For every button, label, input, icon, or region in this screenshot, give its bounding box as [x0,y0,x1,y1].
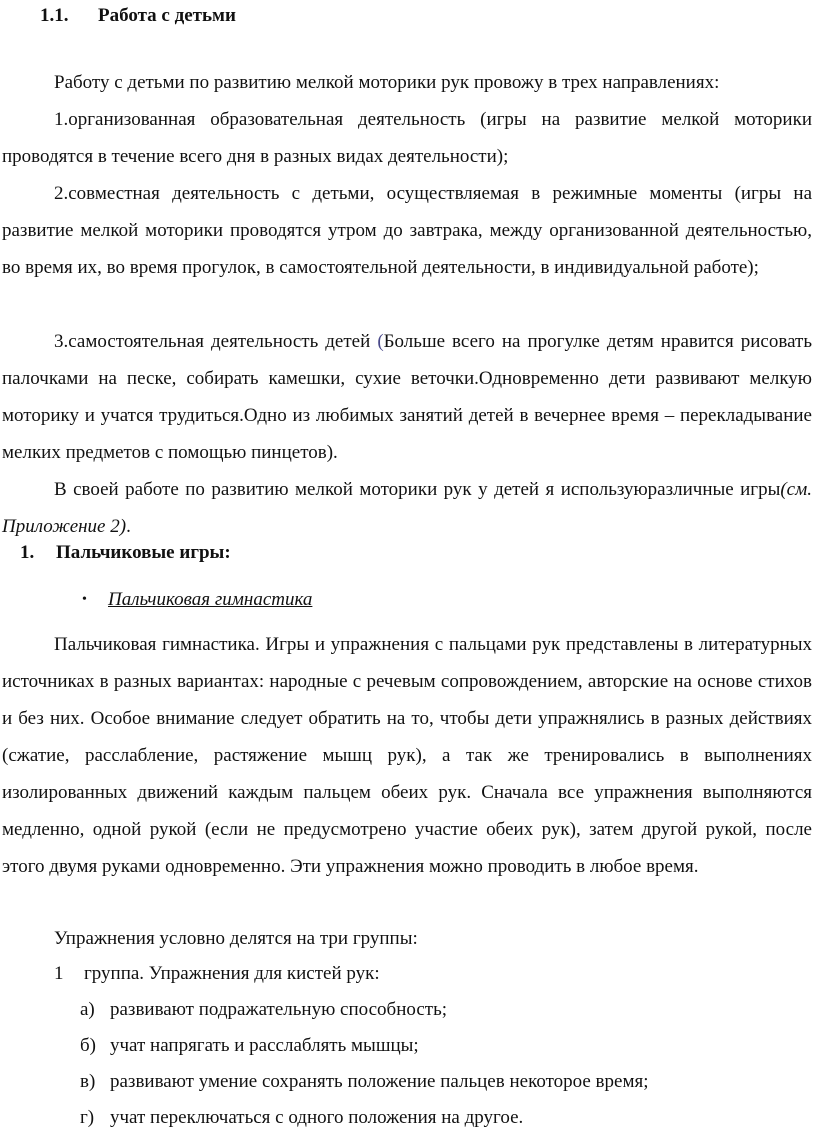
list-item-marker: а) [80,999,95,1020]
list-item [80,1034,419,1058]
appendix-reference: (см. Приложение 2) [2,479,812,537]
bullet-icon: • [82,592,87,607]
games-end: . [126,516,131,537]
gymnastics-paragraph: Пальчиковая гимнастика. Игры и упражнения с пальцами рук представлены в литературных источниках в разных вариантах: народные с речевым сопровождением, авторские на основе стихов и без них. Особое внимание следует обратить на то, чтобы дети упражнялись в разных действиях (сжатие, расслабление, растяжение мышц рук), а так же тренировались в выполнениях изолированных движений каждым пальцем обеих рук. Сначала все упражнения выполняются медленно, одной рукой (если не предусмотрено участие обеих рук), затем другой рукой, после этого двумя руками одновременно. Эти упражнения можно проводить в любое время. [2,634,812,877]
group-1-text: группа. Упражнения для кистей рук: [84,963,380,984]
list-item [80,1106,523,1130]
direction-1-paragraph: 1.организованная образовательная деятельность (игры на развитие мелкой моторики проводятся в течение всего дня в разных видах деятельности); [2,109,812,167]
list-item-text: учат переключаться с одного положения на другое. [110,1107,524,1128]
heading-number: 1.1. [40,5,69,26]
group-1-line [54,962,380,986]
list-item-text: учат напрягать и расслаблять мышцы; [110,1035,419,1056]
list-item-text: развивают умение сохранять положение пальцев некоторое время; [110,1071,649,1092]
games-text: В своей работе по развитию мелкой моторики рук у детей я используюразличные игры [54,479,781,500]
bullet-item [82,588,312,612]
groups-intro: Упражнения условно делятся на три группы: [54,928,418,949]
heading-title: Работа с детьми [98,5,236,26]
intro-paragraph: Работу с детьми по развитию мелкой моторики рук провожу в трех направлениях: [54,72,720,93]
section-heading [40,4,236,28]
subsection-title: Пальчиковые игры: [56,542,231,563]
bullet-text: Пальчиковая гимнастика [108,589,313,610]
direction-2-paragraph: 2.совместная деятельность с детьми, осуществляемая в режимные моменты (игры на развитие мелкой моторики проводятся утром до завтрака, между организованной деятельностью, во время их, во время прогулок, в самостоятельной деятельности, в индивидуальной работе); [2,183,812,278]
direction-3-paragraph [2,323,812,471]
direction-3-paren: ( [377,331,384,352]
subsection-heading [20,541,231,565]
direction-3-rest: Больше всего на прогулке детям нравится рисовать палочками на песке, собирать камешки, сухие веточки.Одновременно дети развивают мелкую моторику и учатся трудиться.Одно из любимых занятий детей в вечернее время – перекладывание мелких предметов с помощью пинцетов). [2,331,812,463]
list-item-marker: в) [80,1071,96,1092]
subsection-number: 1. [20,542,35,563]
group-1-marker: 1 [54,963,64,984]
list-item-marker: б) [80,1035,96,1056]
list-item-marker: г) [80,1107,95,1128]
games-paragraph [2,471,812,545]
list-item-text: развивают подражательную способность; [110,999,448,1020]
list-item [80,1070,649,1094]
list-item [80,998,447,1022]
direction-3-start: 3.самостоятельная деятельность детей [54,331,378,352]
